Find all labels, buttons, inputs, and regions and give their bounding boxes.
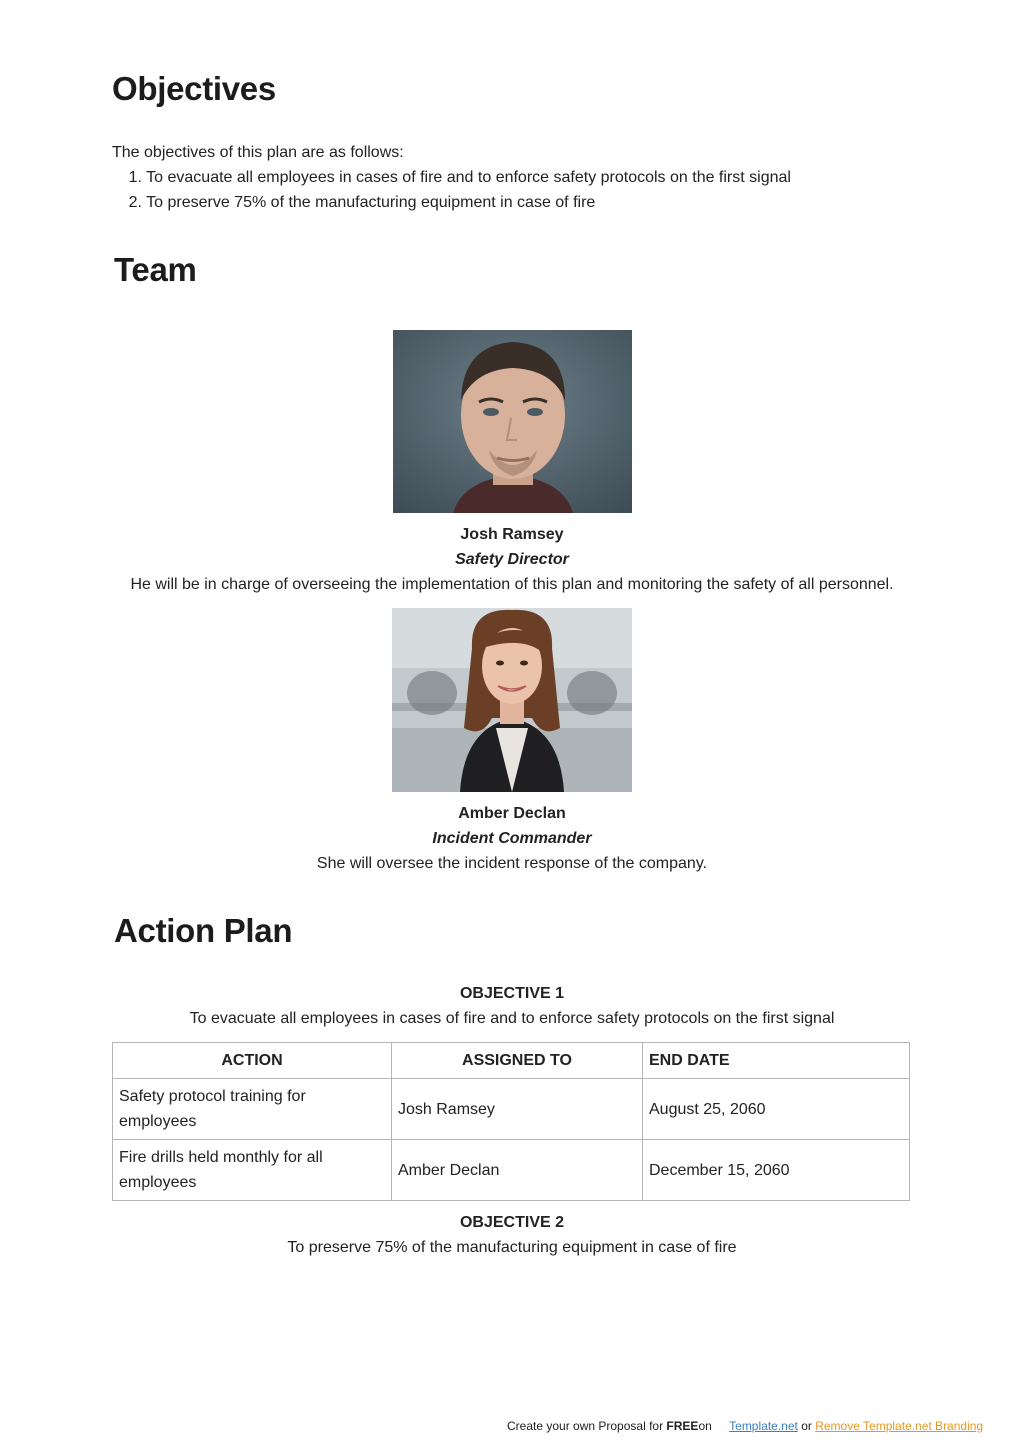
list-item: 1. To evacuate all employees in cases of fire and to enforce safety protocols on the first signal [128, 169, 791, 186]
objective2-text: To preserve 75% of the manufacturing equipment in case of fire [287, 1239, 737, 1256]
objective2-label: OBJECTIVE 2 [459, 1214, 565, 1231]
team-heading: Team [114, 251, 197, 288]
table-cell: December 15, 2060 [643, 1140, 910, 1201]
column-header: END DATE [643, 1043, 910, 1079]
table-cell: August 25, 2060 [643, 1079, 910, 1140]
member-name: Amber Declan [458, 805, 566, 822]
table-cell: Safety protocol training for employees [113, 1079, 392, 1140]
objectives-intro: The objectives of this plan are as follows: [112, 144, 404, 161]
table-cell: Fire drills held monthly for all employees [113, 1140, 392, 1201]
template-net-link[interactable]: Template.net [729, 1419, 798, 1433]
table-row [113, 1140, 910, 1201]
josh-ramsey-photo [393, 330, 632, 513]
list-item: 2. To preserve 75% of the manufacturing equipment in case of fire [128, 194, 596, 211]
objective1-label: OBJECTIVE 1 [459, 985, 565, 1002]
member-role: Safety Director [455, 551, 569, 568]
member-description: He will be in charge of overseeing the implementation of this plan and monitoring the safety of all personnel. [130, 576, 894, 593]
table-cell: Amber Declan [392, 1140, 643, 1201]
action-table [112, 1042, 910, 1201]
action-plan-heading: Action Plan [114, 912, 293, 949]
objective1-text: To evacuate all employees in cases of fire and to enforce safety protocols on the first signal [189, 1010, 835, 1027]
member-name: Josh Ramsey [460, 526, 564, 543]
footer-branding: Create your own Proposal for FREEon Template.net or Remove Template.net Branding [507, 1419, 984, 1433]
objectives-list [112, 165, 791, 215]
table-cell: Josh Ramsey [392, 1079, 643, 1140]
member-role: Incident Commander [432, 830, 592, 847]
table-header-row [113, 1043, 910, 1079]
objectives-heading: Objectives [112, 70, 276, 107]
table-row [113, 1079, 910, 1140]
remove-branding-link[interactable]: Remove Template.net Branding [815, 1419, 984, 1433]
member-description: She will oversee the incident response of the company. [316, 855, 708, 872]
column-header: ACTION [113, 1043, 392, 1079]
column-header: ASSIGNED TO [392, 1043, 643, 1079]
amber-declan-photo [392, 608, 632, 792]
